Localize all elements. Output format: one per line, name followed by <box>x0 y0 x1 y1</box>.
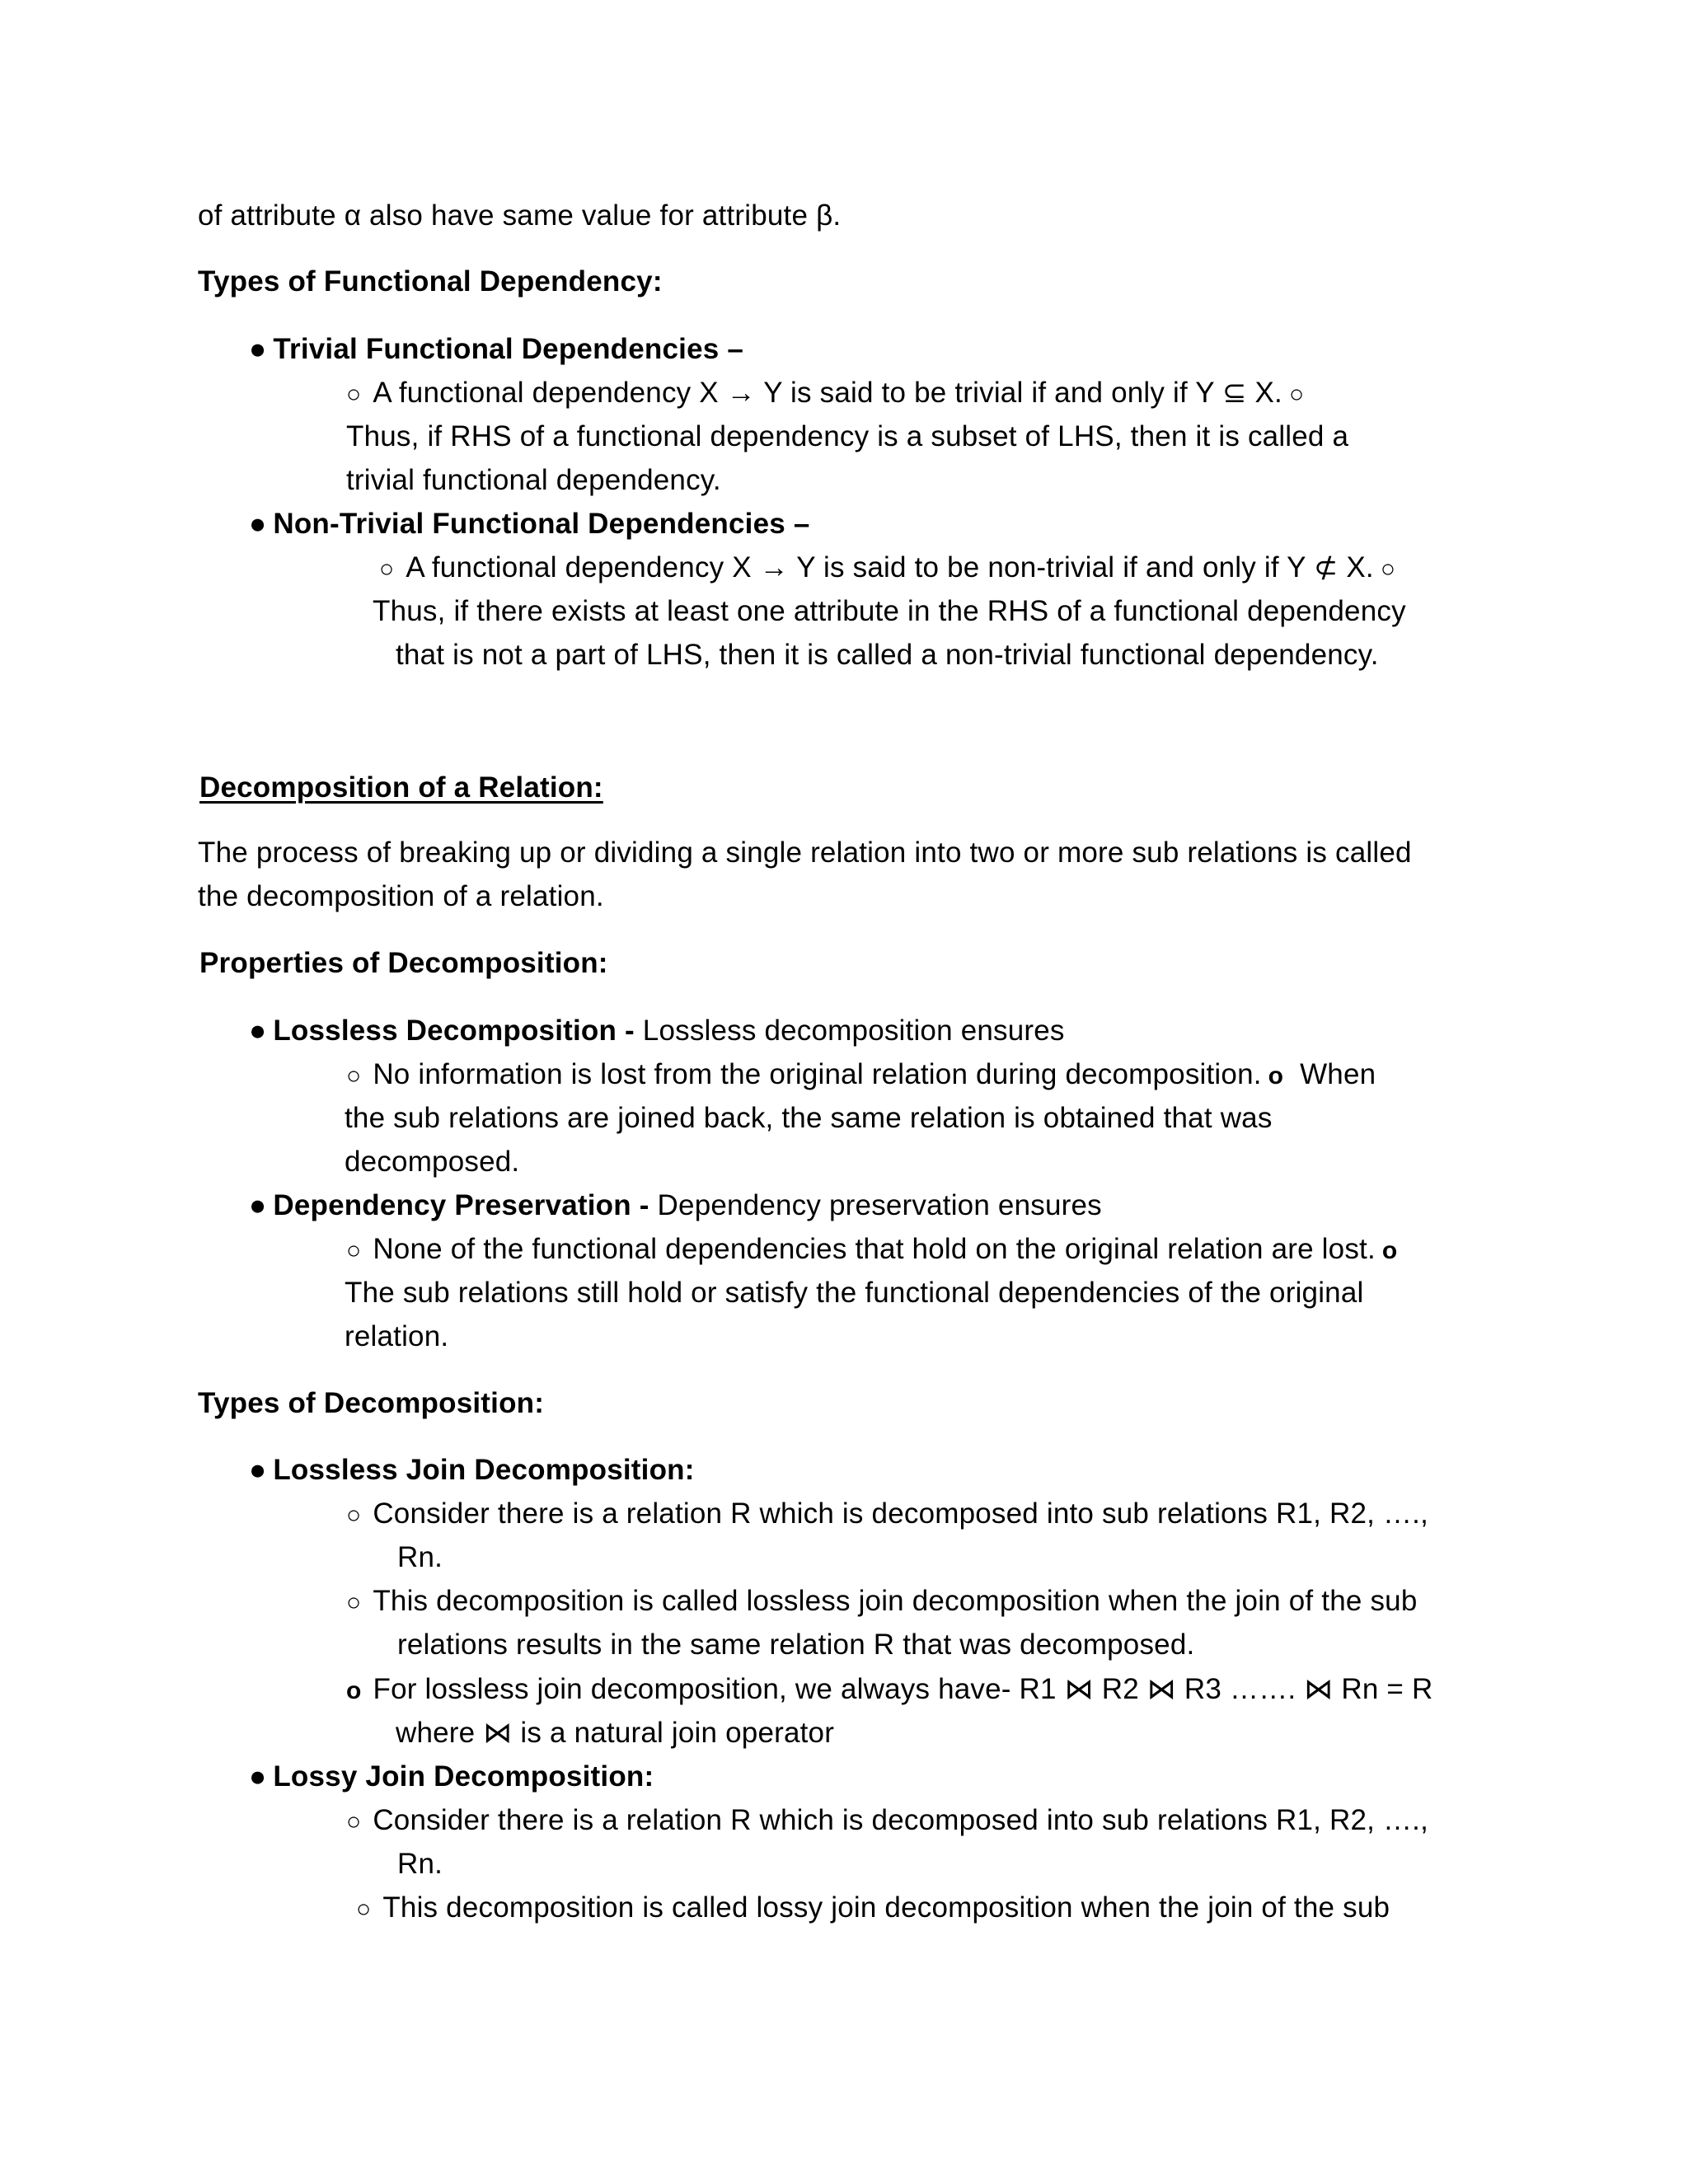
non-trivial-fd-line1 <box>379 550 1395 588</box>
trivial-fd-title: Trivial Functional Dependencies – <box>273 333 743 365</box>
circle-bullet-icon: ○ <box>356 1896 372 1923</box>
dependency-line2: The sub relations still hold or satisfy the functional dependencies of the original <box>345 1277 1364 1309</box>
decomposition-para-line2: the decomposition of a relation. <box>198 880 604 912</box>
bullet-icon: ● <box>249 1454 267 1486</box>
trivial-fd-line2: Thus, if RHS of a functional dependency is a subset of LHS, then it is called a <box>346 420 1349 452</box>
decomposition-heading: Decomposition of a Relation: <box>199 771 603 804</box>
lossless-line1 <box>346 1057 1376 1094</box>
circle-bullet-icon: ○ <box>346 1062 362 1090</box>
non-trivial-fd-item <box>249 506 809 542</box>
lossy-join-title: Lossy Join Decomposition: <box>273 1760 654 1793</box>
lossless-join-item3-line1-text: For lossless join decomposition, we always have- R1 ⋈ R2 ⋈ R3 ……. ⋈ Rn = R <box>373 1673 1433 1705</box>
lossless-join-item2-line1-text: This decomposition is called lossless join decomposition when the join of the sub <box>373 1585 1418 1617</box>
lossless-join-title: Lossless Join Decomposition: <box>273 1454 695 1486</box>
bullet-icon: ● <box>249 1760 267 1793</box>
trivial-fd-item <box>249 331 743 368</box>
circle-bullet-icon: ○ <box>346 1237 362 1264</box>
circle-bullet-icon: ○ <box>346 1502 362 1529</box>
dependency-line1-text: None of the functional dependencies that hold on the original relation are lost. <box>373 1233 1376 1265</box>
trivial-fd-line3: trivial functional dependency. <box>346 464 721 496</box>
lossless-join-item3-line1 <box>346 1671 1432 1709</box>
circle-bullet-icon: o <box>1268 1062 1284 1090</box>
bullet-icon: ● <box>249 508 267 540</box>
lossless-join-item1-line2: Rn. <box>397 1541 443 1573</box>
lossless-line1-tail: When <box>1300 1058 1376 1090</box>
circle-bullet-icon: ○ <box>1380 555 1396 583</box>
lossless-join-item <box>249 1452 695 1488</box>
decomposition-para-line1: The process of breaking up or dividing a single relation into two or more sub relations is called <box>198 837 1412 869</box>
dependency-line3: relation. <box>345 1320 449 1352</box>
lossless-join-item2-line1 <box>346 1583 1418 1621</box>
non-trivial-fd-line1-text: A functional dependency X → Y is said to be non-trivial if and only if Y ⊄ X. <box>406 551 1374 583</box>
fd-types-heading: Types of Functional Dependency: <box>198 265 663 298</box>
lossy-join-item1-line1-text: Consider there is a relation R which is decomposed into sub relations R1, R2, …., <box>373 1804 1429 1836</box>
lossless-line3: decomposed. <box>345 1146 520 1178</box>
lossy-join-item1-line1 <box>346 1802 1428 1840</box>
non-trivial-fd-title: Non-Trivial Functional Dependencies – <box>273 508 810 540</box>
lossy-join-item2-line1-text: This decomposition is called lossy join decomposition when the join of the sub <box>382 1891 1390 1924</box>
decomp-types-heading: Types of Decomposition: <box>198 1387 545 1419</box>
dependency-preservation-desc: Dependency preservation ensures <box>649 1189 1102 1221</box>
lossless-join-item1-line1-text: Consider there is a relation R which is decomposed into sub relations R1, R2, …., <box>373 1497 1429 1530</box>
lossless-join-item2-line2: relations results in the same relation R that was decomposed. <box>397 1629 1195 1661</box>
intro-tail-text: of attribute α also have same value for attribute β. <box>198 199 842 232</box>
dependency-preservation-item <box>249 1188 1102 1224</box>
properties-heading: Properties of Decomposition: <box>199 947 608 979</box>
lossless-decomposition-desc: Lossless decomposition ensures <box>634 1015 1065 1047</box>
circle-bullet-icon: ○ <box>346 1589 362 1616</box>
lossless-line2: the sub relations are joined back, the same relation is obtained that was <box>345 1102 1273 1134</box>
bullet-icon: ● <box>249 1015 267 1047</box>
trivial-fd-line1 <box>346 375 1304 413</box>
lossy-join-item1-line2: Rn. <box>397 1848 443 1880</box>
circle-bullet-icon: ○ <box>1288 381 1305 408</box>
lossless-join-item1-line1 <box>346 1496 1428 1534</box>
circle-bullet-icon: ○ <box>346 1808 362 1835</box>
circle-bullet-icon: ○ <box>346 381 362 408</box>
non-trivial-fd-line2: Thus, if there exists at least one attribute in the RHS of a functional dependency <box>373 595 1406 627</box>
lossy-join-item2-line1 <box>356 1890 1390 1928</box>
lossless-line1-text: No information is lost from the original relation during decomposition. <box>373 1058 1262 1090</box>
dependency-preservation-title: Dependency Preservation - <box>273 1189 649 1221</box>
bullet-icon: ● <box>249 333 267 365</box>
circle-bullet-icon: ○ <box>379 555 395 583</box>
trivial-fd-line1-text: A functional dependency X → Y is said to be trivial if and only if Y ⊆ X. <box>373 377 1282 409</box>
lossless-join-item3-line2: where ⋈ is a natural join operator <box>396 1717 835 1749</box>
circle-bullet-icon: o <box>346 1677 362 1704</box>
non-trivial-fd-line3: that is not a part of LHS, then it is called a non-trivial functional dependency. <box>396 639 1379 671</box>
lossy-join-item <box>249 1759 654 1795</box>
lossless-decomposition-title: Lossless Decomposition - <box>273 1015 635 1047</box>
circle-bullet-icon: o <box>1381 1237 1398 1264</box>
lossless-decomposition-item <box>249 1013 1065 1049</box>
bullet-icon: ● <box>249 1189 267 1221</box>
dependency-line1 <box>346 1231 1397 1269</box>
